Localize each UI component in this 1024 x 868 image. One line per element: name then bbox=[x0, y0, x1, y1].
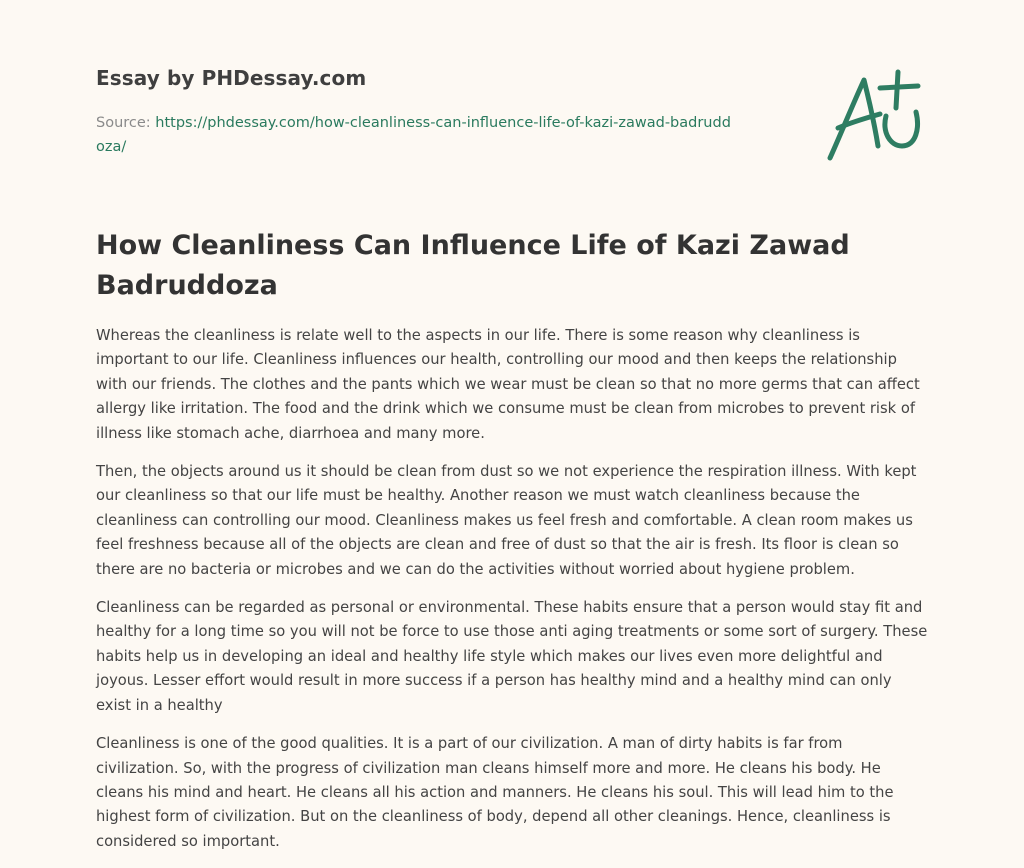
a-plus-grade-icon bbox=[820, 66, 930, 166]
essay-body bbox=[96, 324, 928, 868]
site-brand: Essay by PHDessay.com bbox=[96, 66, 367, 90]
source-label: Source: bbox=[96, 115, 156, 131]
source-link[interactable]: https://phdessay.com/how-cleanliness-can-influence-life-of-kazi-zawad-badruddoza/ bbox=[96, 115, 731, 155]
essay-paragraph-2: Then, the objects around us it should be clean from dust so we not experience the respiration illness. With kept our cleanliness so that our life must be healthy. Another reason we must watch cleanliness because the cleanliness can controlling our mood. Cleanliness makes us feel fresh and comfortable. A clean room makes us feel freshness because all of the objects are clean and free of dust so that the air is fresh. Its floor is clean so there are no bacteria or microbes and we can do the activities without worried about hygiene problem. bbox=[96, 463, 917, 578]
essay-paragraph-4: Cleanliness is one of the good qualities. It is a part of our civilization. A man of dirty habits is far from civilization. So, with the progress of civilization man cleans himself more and more. He cleans his body. He cleans his mind and heart. He cleans all his action and manners. He cleans his soul. This will lead him to the highest form of civilization. But on the cleanliness of body, depend all other cleanings. Hence, cleanliness is considered so important. bbox=[96, 735, 894, 850]
essay-title: How Cleanliness Can Influence Life of Kazi Zawad Badruddoza bbox=[96, 230, 850, 301]
source-line bbox=[96, 111, 736, 159]
essay-paragraph-3: Cleanliness can be regarded as personal or environmental. These habits ensure that a person would stay fit and healthy for a long time so you will not be force to use those anti aging treatments or some sort of surgery. These habits help us in developing an ideal and healthy life style which makes our lives even more delightful and joyous. Lesser effort would result in more success if a person has healthy mind and a healthy mind can only exist in a healthy bbox=[96, 599, 928, 714]
essay-paragraph-1: Whereas the cleanliness is relate well to the aspects in our life. There is some reason why cleanliness is important to our life. Cleanliness influences our health, controlling our mood and then keeps the relationship with our friends. The clothes and the pants which we wear must be clean so that no more germs that can affect allergy like irritation. The food and the drink which we consume must be clean from microbes to prevent risk of illness like stomach ache, diarrhoea and many more. bbox=[96, 327, 920, 442]
